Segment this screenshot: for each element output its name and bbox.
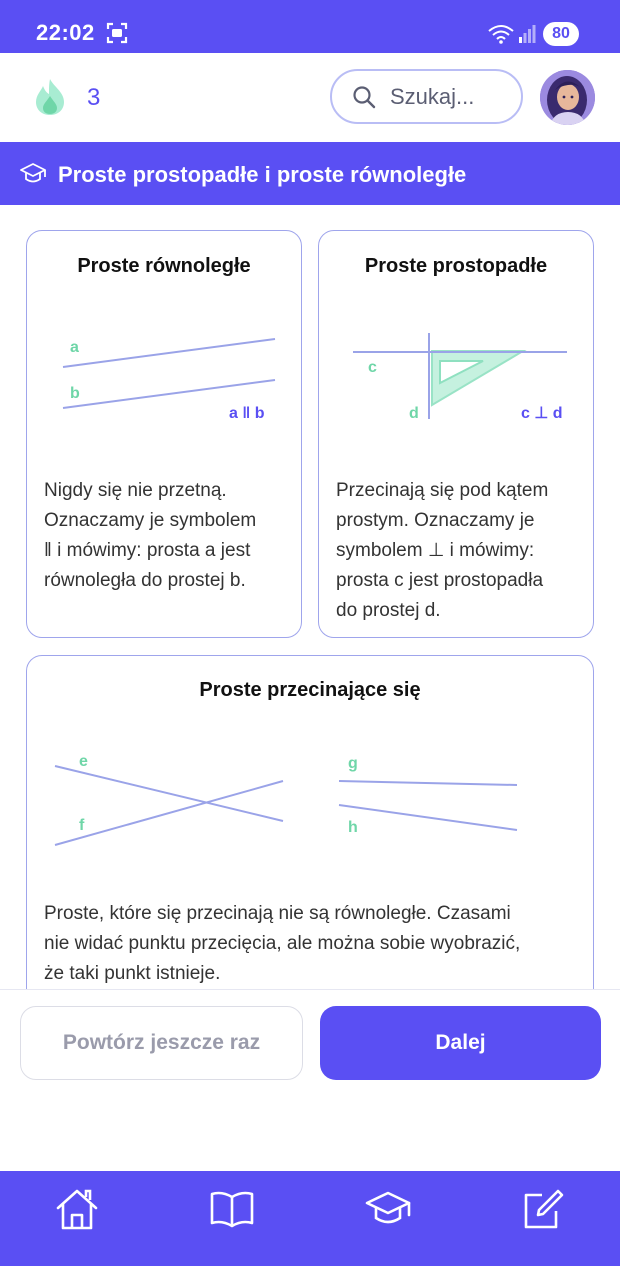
text-line: Oznaczamy je symbolem xyxy=(44,510,257,531)
parallel-lines-diagram xyxy=(27,321,303,431)
lesson-title: Proste prostopadłe i proste równoległe xyxy=(58,162,467,187)
card-intersecting-lines xyxy=(26,655,594,1025)
label-c: c xyxy=(368,359,377,376)
label-d: d xyxy=(409,405,419,422)
card-description xyxy=(336,476,586,626)
edit-icon[interactable] xyxy=(518,1185,566,1233)
avatar[interactable] xyxy=(540,70,595,125)
card-title: Proste przecinające się xyxy=(199,679,421,701)
intersecting-lines-diagram xyxy=(27,736,595,861)
repeat-button[interactable]: Powtórz jeszcze raz xyxy=(20,1006,303,1080)
text-line: Proste, które się przecinają nie są równoległe. Czasami xyxy=(44,903,511,924)
graduation-cap-icon[interactable] xyxy=(364,1185,412,1233)
text-line: równoległa do prostej b. xyxy=(44,570,246,591)
card-perpendicular-lines xyxy=(318,230,594,638)
card-title: Proste prostopadłe xyxy=(364,255,548,277)
line-h xyxy=(339,805,517,830)
card-description xyxy=(44,476,294,596)
signal-icon xyxy=(518,24,536,44)
card-title: Proste równoległe xyxy=(77,255,251,277)
text-line: że taki punkt istnieje. xyxy=(44,963,221,984)
text-line: prostym. Oznaczamy je xyxy=(336,510,535,531)
battery-indicator: 80 xyxy=(543,22,579,46)
label-g: g xyxy=(348,755,358,772)
text-line: do prostej d. xyxy=(336,600,441,621)
notation-parallel: a ‖ b xyxy=(229,405,265,422)
label-h: h xyxy=(348,819,358,836)
card-description xyxy=(44,899,584,989)
screen-record-icon xyxy=(106,22,128,44)
flame-icon xyxy=(34,78,66,116)
text-line: symbolem ⊥ i mówimy: xyxy=(336,540,535,561)
text-line: Przecinają się pod kątem xyxy=(336,480,549,501)
home-icon[interactable] xyxy=(53,1185,101,1233)
status-bar xyxy=(0,0,620,53)
line-b xyxy=(63,380,275,408)
lesson-title-bar xyxy=(0,142,620,205)
search-input[interactable] xyxy=(390,83,510,111)
notation-perpendicular: c ⊥ d xyxy=(521,405,563,422)
line-g xyxy=(339,781,517,785)
streak-count: 3 xyxy=(87,84,101,111)
search-icon xyxy=(352,85,376,109)
label-e: e xyxy=(79,753,88,770)
label-a: a xyxy=(70,339,79,356)
avatar-image xyxy=(540,70,595,125)
label-b: b xyxy=(70,385,80,402)
wifi-icon xyxy=(488,24,514,44)
search-bar[interactable] xyxy=(330,69,523,124)
graduation-cap-icon xyxy=(20,162,46,186)
card-parallel-lines xyxy=(26,230,302,638)
status-time: 22:02 xyxy=(36,20,95,45)
line-a xyxy=(63,339,275,367)
book-icon[interactable] xyxy=(208,1185,256,1233)
bottom-nav xyxy=(0,1171,620,1266)
text-line: nie widać punktu przecięcia, ale można sobie wyobrazić, xyxy=(44,933,521,954)
label-f: f xyxy=(79,817,85,834)
perpendicular-lines-diagram xyxy=(319,321,595,431)
next-button[interactable]: Dalej xyxy=(320,1006,601,1080)
text-line: Nigdy się nie przetną. xyxy=(44,480,227,501)
text-line: ‖ i mówimy: prosta a jest xyxy=(44,540,251,561)
text-line: prosta c jest prostopadła xyxy=(336,570,544,591)
